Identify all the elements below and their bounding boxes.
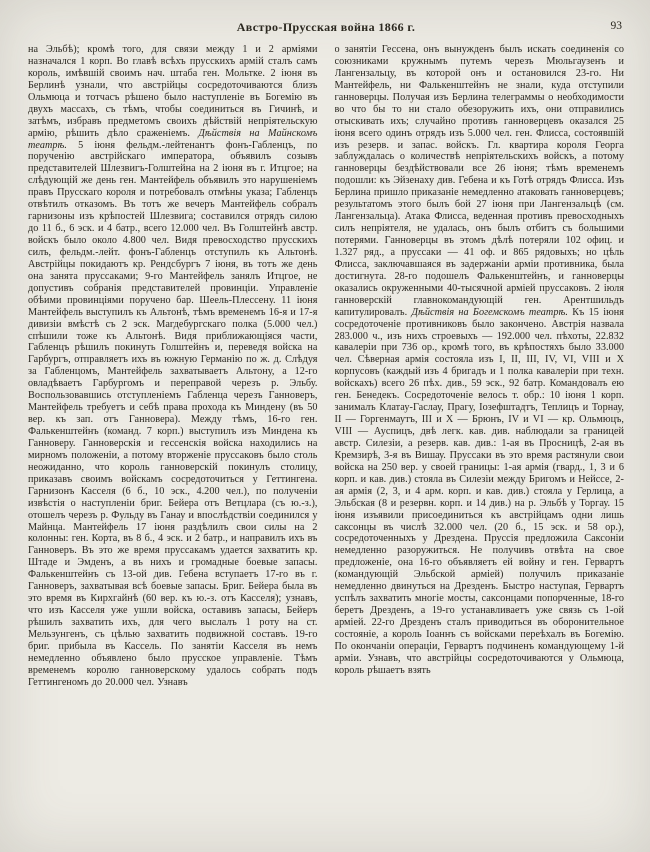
page-title: Австро-Прусская война 1866 г. (236, 20, 416, 34)
text-column-right (335, 44, 625, 836)
page-number: 93 (610, 20, 622, 32)
text-columns (28, 44, 624, 836)
text-segment: на Эльбѣ); кромѣ того, для связи между 1 и 2 арміями назначался 1 корп. Во главѣ всѣхъ прусскихъ армій сталъ самъ король, имѣвшій своимъ нач. штаба ген. Мольтке. 2 іюня въ Берлинѣ узнали, что австрійцы сосредоточиваются близъ Ольмюца и тотчасъ рѣшено было наступленіе въ Богемію въ двухъ массахъ, съ тѣмъ, чтобы соединиться въ Гичинѣ, и затѣмъ, избравъ предметомъ своихъ дѣйствій непріятельскую армію, рѣшить дѣло сраженіемъ. (28, 44, 318, 139)
run-in-heading: Дѣйствія на Богемскомъ театрѣ. (411, 306, 568, 318)
page-header (28, 20, 624, 38)
text-segment: о занятіи Гессена, онъ вынужденъ былъ искать соединенія со союзниками кружнымъ путемъ черезъ Мюльгаузенъ и Лангензальцу, въ которой онъ и остановился 23-го. Ни Мантейфель, ни Фалькенштейнъ не знали, куда отступили ганноверцы. Получая изъ Берлина телеграммы о необходимости во что бы то ни стало обезоружить ихъ, они отправились отыскивать ихъ; случайно противъ ганноверцевъ оказался 25 іюня всего одинъ отрядъ изъ 5.000 чел. ген. Флисса, состоявшій изъ резерв. и запас. войскъ. Гл. квартира короля Георга заблуждалась о количествѣ непріятельскихъ войскъ, а потому ганноверцы бездѣйствовали все 26 іюня; тѣмъ временемъ подошли: къ Эйзенаху див. Гебена и къ Готѣ отрядъ Флисса. Изъ Берлина пришло приказаніе немедленно атаковать ганноверцевъ; результатомъ этого былъ бой 27 іюня при Лангензальцѣ (см. Лангензальца). Атака Флисса, веденная противъ превосходныхъ силъ непріятеля, не удалась, онъ былъ отбитъ съ большими потерями. Ганноверцы въ этомъ дѣлѣ потеряли 102 офиц. и 1.327 ряд., а пруссаки — 41 оф. и 865 рядовыхъ; но цѣль Флисса, заключавшаяся въ задержаніи арміи противника, была достигнута. 28-го подошелъ Фалькенштейнъ, и ганноверцы оказались окруженными 40-тысячной арміей пруссаковъ. 2 іюля ганноверскій главнокомандующій ген. Арентшильдъ капитулировалъ. (334, 44, 624, 318)
text-column-left (28, 44, 318, 836)
run-in-heading: Дѣйствія на Майнскомъ театрѣ. (28, 127, 318, 151)
text-segment: 5 іюня фельдм.-лейтенантъ фонъ-Габленцъ, по порученію австрійскаго императора, объявилъ созывъ представителей Шлезвигъ-Голштейна на 2 іюня въ г. Итцгое; на слѣдующій же день ген. Мантейфель объявилъ это нарушеніемъ правъ Прусскаго короля и потребовалъ отмѣны указа; Габленцъ отвѣтилъ отказомъ. Въ тотъ же вечеръ Мантейфель собралъ гарнизоны изъ крѣпостей Шлезвига; составился отрядъ силою до 11 б., 6 эск. и 4 батр., всего 12.000 чел. Въ Голштейнѣ австр. войскъ было около 4.800 чел. Видя превосходство прусскихъ силъ, фельдм.-лейт. фонъ-Габленцъ отступилъ къ Альтонѣ. Австрійцы покидаютъ кр. Рендсбургъ 7 іюня, въ тотъ же день она занята пруссаками; 9-го Мантейфель занялъ Итцгое, не допустивъ собранія представителей провинціи. Управленіе обѣими провинціями поручено бар. Шеель-Плессену. 11 іюня Мантейфель выступилъ къ Альтонѣ, тѣмъ временемъ 16-я и 17-я дивизіи вмѣстѣ съ 2 эск. Магдебургскаго полка (5.000 чел.) спѣшили тоже къ Альтонѣ. Видя приближающіяся части, Габленцъ рѣшилъ покинуть Голштейнъ и, переведя войска на Гарбургъ, отправляетъ ихъ въ южную Германію по ж. д. Слѣдуя за Габленцомъ, Мантейфель захватываетъ Альтону, а 12-го овладѣваетъ Гарбургомъ и переправой черезъ р. Эльбу. Воспользовавшись отступленіемъ Габленца черезъ Ганноверъ, Мантейфель требуетъ и себѣ права прохода къ Миндену (въ 50 вер. къ зап. отъ Ганновера). Между тѣмъ, 16-го ген. Фалькенштейнъ (команд. 7 корп.) выступилъ изъ Миндена къ Ганноверу. Ганноверскія и гессенскія войска находились на мирномъ положеніи, а потому вторженіе пруссаковъ было столь неожиданно, что король ганноверскій покинулъ столицу, приказавъ своимъ войскамъ сосредоточиться у Геттингена. Гарнизонъ Касселя (6 б., 10 эск., 4.200 чел.), по полученіи извѣстія о наступленіи бриг. Бейера отъ Ветцлара (съ ю.-з.), отошелъ черезъ р. Фульду въ Ганау и впослѣдствіи соединился у Майнца. Мантейфель 17 іюня раздѣлилъ свои силы на 2 колонны: ген. Корта, въ 8 б., 4 эск. и 2 батр., и направилъ ихъ въ Ганноверъ. Въ это же время пруссакамъ удается захватить кр. Штаде и Эмденъ, а въ нихъ и громадные боевые запасы. Фалькенштейнъ съ 13-ой див. Гебена вступаетъ 17-го въ г. Ганноверъ, захватывая всѣ боевые запасы. Бриг. Бейера была въ это время въ Кирхгайнѣ (60 вер. къ ю.-з. отъ Касселя); узнавъ, что изъ Касселя уже ушли войска, оставивъ запасы, Бейеръ рѣшилъ захватить ихъ, для чего выслалъ 1 роту на ст. Мельзунгенъ, съ цѣлью захватить подвижной составъ. 19-го бриг. прибыла въ Кассель. По занятіи Касселя въ немъ немедленно объявлено было прусское управленіе. Тѣмъ временемъ королю ганноверскому удалось собрать подъ Геттингеномъ до 20.000 чел. Узнавъ (28, 139, 318, 688)
text-segment: Къ 15 іюня сосредоточеніе противниковъ было закончено. Австрія назвала 283.000 ч., изъ нихъ строевыхъ — 192.000 чел. пѣхоты, 22.832 кавалеріи при 736 ор., кромѣ того, въ крѣпостяхъ было 33.000 чел. Сѣверная армія состояла изъ I, II, III, IV, VI, VIII и X корпусовъ (каждый изъ 4 бригадъ и 1 полка кавалеріи при техн. войскахъ) всего 26 пѣх. див., 59 эск., 92 батр. Командовалъ ею ген. Бенедекъ. Сосредоточеніе велось т. обр.: 10 іюня 1 корп. занималъ Клатау-Гаслау, Прагу, Іозефштадтъ, Теплицъ и Торнау, II — Горгенмаутъ, III и X — Брюнъ, IV и VI — кр. Ольмюцъ, VIII — Ауспицъ, двѣ легк. кав. див. наблюдали за границей австр. Силезіи, а резерв. кав. див.: 1-ая въ Просницѣ, 2-ая въ Кремзирѣ, 3-я въ Вишау. Пруссаки въ это время растянули свои войска на 250 вер. у своей границы: 1-ая армія (гвард., 1, 3 и 6 корп. и кав. див.) стояла въ Силезіи между Бригомъ и Нейссе, 2-ая армія (2, 3, и 4 арм. корп. и кав. див.) стояла у Герлица, а Эльбская (8 и резервн. корп. и 14 див.) на р. Эльбѣ у Торгау. 15 іюня изъявили присоединиться къ австрійцамъ одни лишь саксонцы въ числѣ 32.000 чел. (20 б., 15 эск. и 58 ор.), сосредоточенныхъ у Дрездена. Пруссія предложила Саксоніи немедленно разоружиться. Не получивъ отвѣта на свое предложеніе, она 16-го объявляетъ ей войну и ген. Гервартъ (командующій Эльбской арміей) получилъ приказаніе немедленно двинуться на Дрезденъ. Быстро наступая, Гервартъ успѣлъ захватить многіе мосты, саксонцами попорченные, 18-го беретъ Дрезденъ, а 19-го устанавливаетъ уже связь съ 1-ой арміей. 22-го Дрезденъ сталъ приводиться въ оборонительное состояніе, а король Іоаннъ съ войсками переѣхалъ въ Богемію. По окончаніи операціи, Гервартъ подчиненъ командующему 1-й арміи. Узнавъ, что австрійцы сосредоточиваются у Ольмюца, король рѣшаетъ взять (334, 306, 624, 676)
